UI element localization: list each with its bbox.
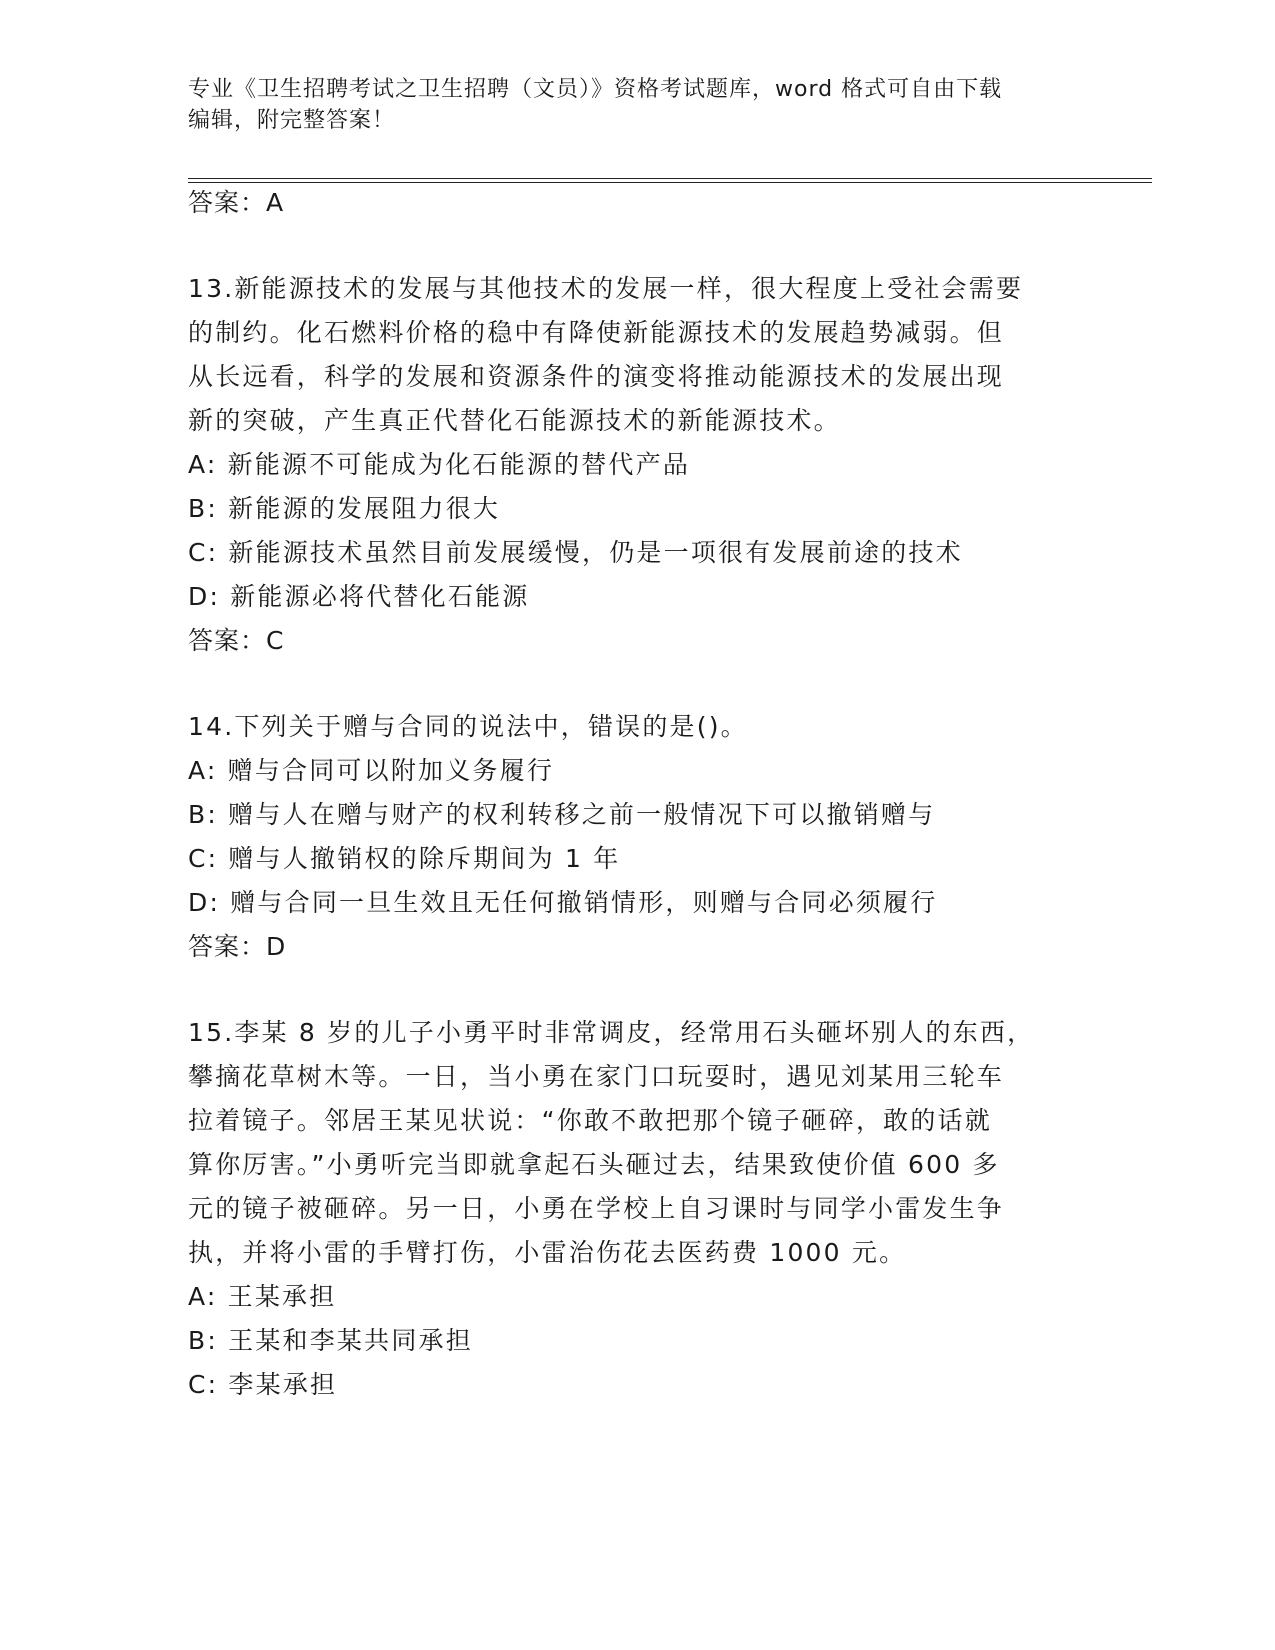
q15-option-b: B: 王某和李某共同承担 <box>188 1326 473 1355</box>
q13-option-c: C: 新能源技术虽然目前发展缓慢，仍是一项很有发展前途的技术 <box>188 538 963 567</box>
q14-option-d: D: 赠与合同一旦生效且无任何撤销情形，则赠与合同必须履行 <box>188 888 938 917</box>
q15-stem-line-5: 元的镜子被砸碎。另一日，小勇在学校上自习课时与同学小雷发生争 <box>188 1194 1005 1223</box>
q13-option-a: A: 新能源不可能成为化石能源的替代产品 <box>188 450 691 479</box>
q13-stem-line-3: 从长远看，科学的发展和资源条件的演变将推动能源技术的发展出现 <box>188 362 1005 391</box>
q13-answer: 答案：C <box>188 626 285 655</box>
q13-option-b: B: 新能源的发展阻力很大 <box>188 494 501 523</box>
q14-answer: 答案：D <box>188 932 287 961</box>
q15-stem-line-2: 攀摘花草树木等。一日，当小勇在家门口玩耍时，遇见刘某用三轮车 <box>188 1062 1005 1091</box>
q14-option-a: A: 赠与合同可以附加义务履行 <box>188 756 555 785</box>
prev-answer: 答案：A <box>188 188 285 217</box>
q14-stem-line-1: 14.下列关于赠与合同的说法中，错误的是()。 <box>188 712 748 741</box>
q14-option-b: B: 赠与人在赠与财产的权利转移之前一般情况下可以撤销赠与 <box>188 800 936 829</box>
header-line-2: 编辑，附完整答案！ <box>188 108 396 133</box>
q13-stem-line-4: 新的突破，产生真正代替化石能源技术的新能源技术。 <box>188 406 841 435</box>
q15-stem-line-1: 15.李某 8 岁的儿子小勇平时非常调皮，经常用石头砸坏别人的东西， <box>188 1018 1035 1047</box>
q13-option-d: D: 新能源必将代替化石能源 <box>188 582 530 611</box>
q14-option-c: C: 赠与人撤销权的除斥期间为 1 年 <box>188 844 621 873</box>
header-rule-bottom <box>188 182 1152 183</box>
q13-stem-line-2: 的制约。化石燃料价格的稳中有降使新能源技术的发展趋势减弱。但 <box>188 318 1005 347</box>
q15-stem-line-4: 算你厉害。”小勇听完当即就拿起石头砸过去，结果致使价值 600 多 <box>188 1150 1000 1179</box>
q13-stem-line-1: 13.新能源技术的发展与其他技术的发展一样，很大程度上受社会需要 <box>188 274 1024 303</box>
header-line-1: 专业《卫生招聘考试之卫生招聘（文员）》资格考试题库，word 格式可自由下载 <box>188 77 1003 102</box>
q15-stem-line-3: 拉着镜子。邻居王某见状说：“你敢不敢把那个镜子砸碎，敢的话就 <box>188 1106 992 1135</box>
header-rule-top <box>188 178 1152 179</box>
q15-option-a: A: 王某承担 <box>188 1282 337 1311</box>
q15-stem-line-6: 执，并将小雷的手臂打伤，小雷治伤花去医药费 1000 元。 <box>188 1238 907 1267</box>
page-header <box>188 74 1088 136</box>
q15-option-c: C: 李某承担 <box>188 1370 338 1399</box>
